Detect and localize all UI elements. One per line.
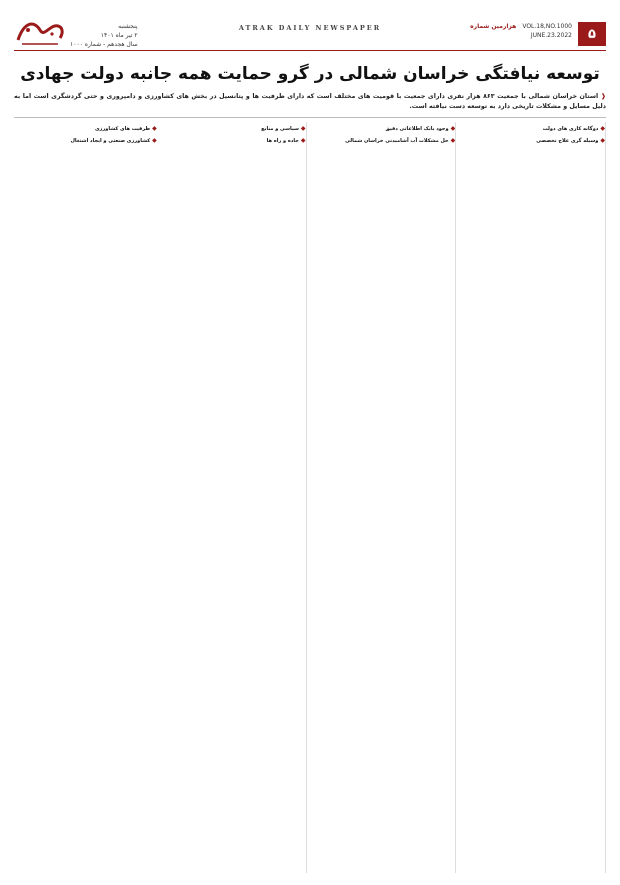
section-heading-text: وسیله گری علاج تخصصی	[536, 137, 599, 144]
year-line-fa: سال هجدهم - شماره ۱۰۰۰	[70, 41, 138, 48]
date-en: JUNE.23.2022	[530, 32, 572, 39]
date-fa: ۲ تیر ماه ۱۴۰۱	[100, 32, 138, 39]
section-heading	[462, 137, 605, 144]
masthead-rule	[14, 50, 606, 51]
section-heading-text: ظرفیت های کشاورزی	[94, 125, 151, 132]
lede-paragraph	[14, 92, 606, 114]
section-bullet-icon: ◆	[152, 137, 157, 144]
section-heading	[163, 125, 306, 132]
section-heading-text: جاده و راه ها	[266, 137, 299, 144]
issue-meta	[470, 22, 572, 40]
lede-marker-icon: ❰	[598, 93, 606, 100]
section-bullet-icon: ◆	[450, 137, 456, 144]
date-meta-fa	[70, 22, 138, 49]
section-heading-text: دوگانه کاری های دولت	[542, 125, 599, 132]
section-heading-text: وجود بانک اطلاعاتی دقیق	[385, 125, 449, 132]
paper-name: ATRAK DAILY NEWSPAPER	[238, 24, 382, 32]
masthead	[14, 16, 606, 54]
section-heading	[163, 137, 306, 144]
column-1	[14, 122, 157, 873]
volume-label: VOL.18,NO.1000	[522, 23, 572, 30]
day-fa: پنجشنبه	[118, 23, 138, 30]
column-3	[313, 122, 457, 873]
section-heading	[313, 125, 456, 132]
section-bullet-icon: ◆	[600, 137, 605, 144]
section-heading	[14, 125, 157, 132]
section-bullet-icon: ◆	[600, 125, 605, 132]
page-number-box: ۵	[578, 22, 606, 46]
newspaper-logo	[14, 16, 66, 48]
section-heading-text: حل مشکلات آب آشامیدنی خراسان شمالی	[345, 137, 449, 144]
section-heading-text: کشاورزی صنعتی و ایجاد اشتغال	[70, 137, 151, 144]
section-bullet-icon: ◆	[152, 125, 157, 132]
headline-divider	[14, 117, 606, 118]
section-heading	[14, 137, 157, 144]
section-bullet-icon: ◆	[300, 125, 306, 132]
issue-label: هزارمین شماره	[470, 23, 517, 30]
section-bullet-icon: ◆	[300, 137, 306, 144]
column-4	[462, 122, 606, 873]
logo-mark-icon	[14, 16, 66, 48]
section-bullet-icon: ◆	[450, 125, 456, 132]
section-heading-text: سیاسی و منابع	[261, 125, 299, 132]
section-heading	[462, 125, 605, 132]
lede-text: استان خراسان شمالی با جمعیت ۸۶۳ هزار نفری دارای جمعیت با قومیت های مختلف است که دارای ظرفیت ها و پتانسیل در بخش های کشاورزی و دامپروری و حتی گردشگری است اما به دلیل مسایل و مشکلات تاریخی دارد به توسعه دست نیافته است.	[14, 93, 606, 110]
article-columns	[14, 122, 606, 873]
headline: توسعه نیافتگی خراسان شمالی در گرو حمایت همه جانبه دولت جهادی	[20, 64, 600, 84]
section-heading	[313, 137, 456, 144]
column-2	[163, 122, 307, 873]
